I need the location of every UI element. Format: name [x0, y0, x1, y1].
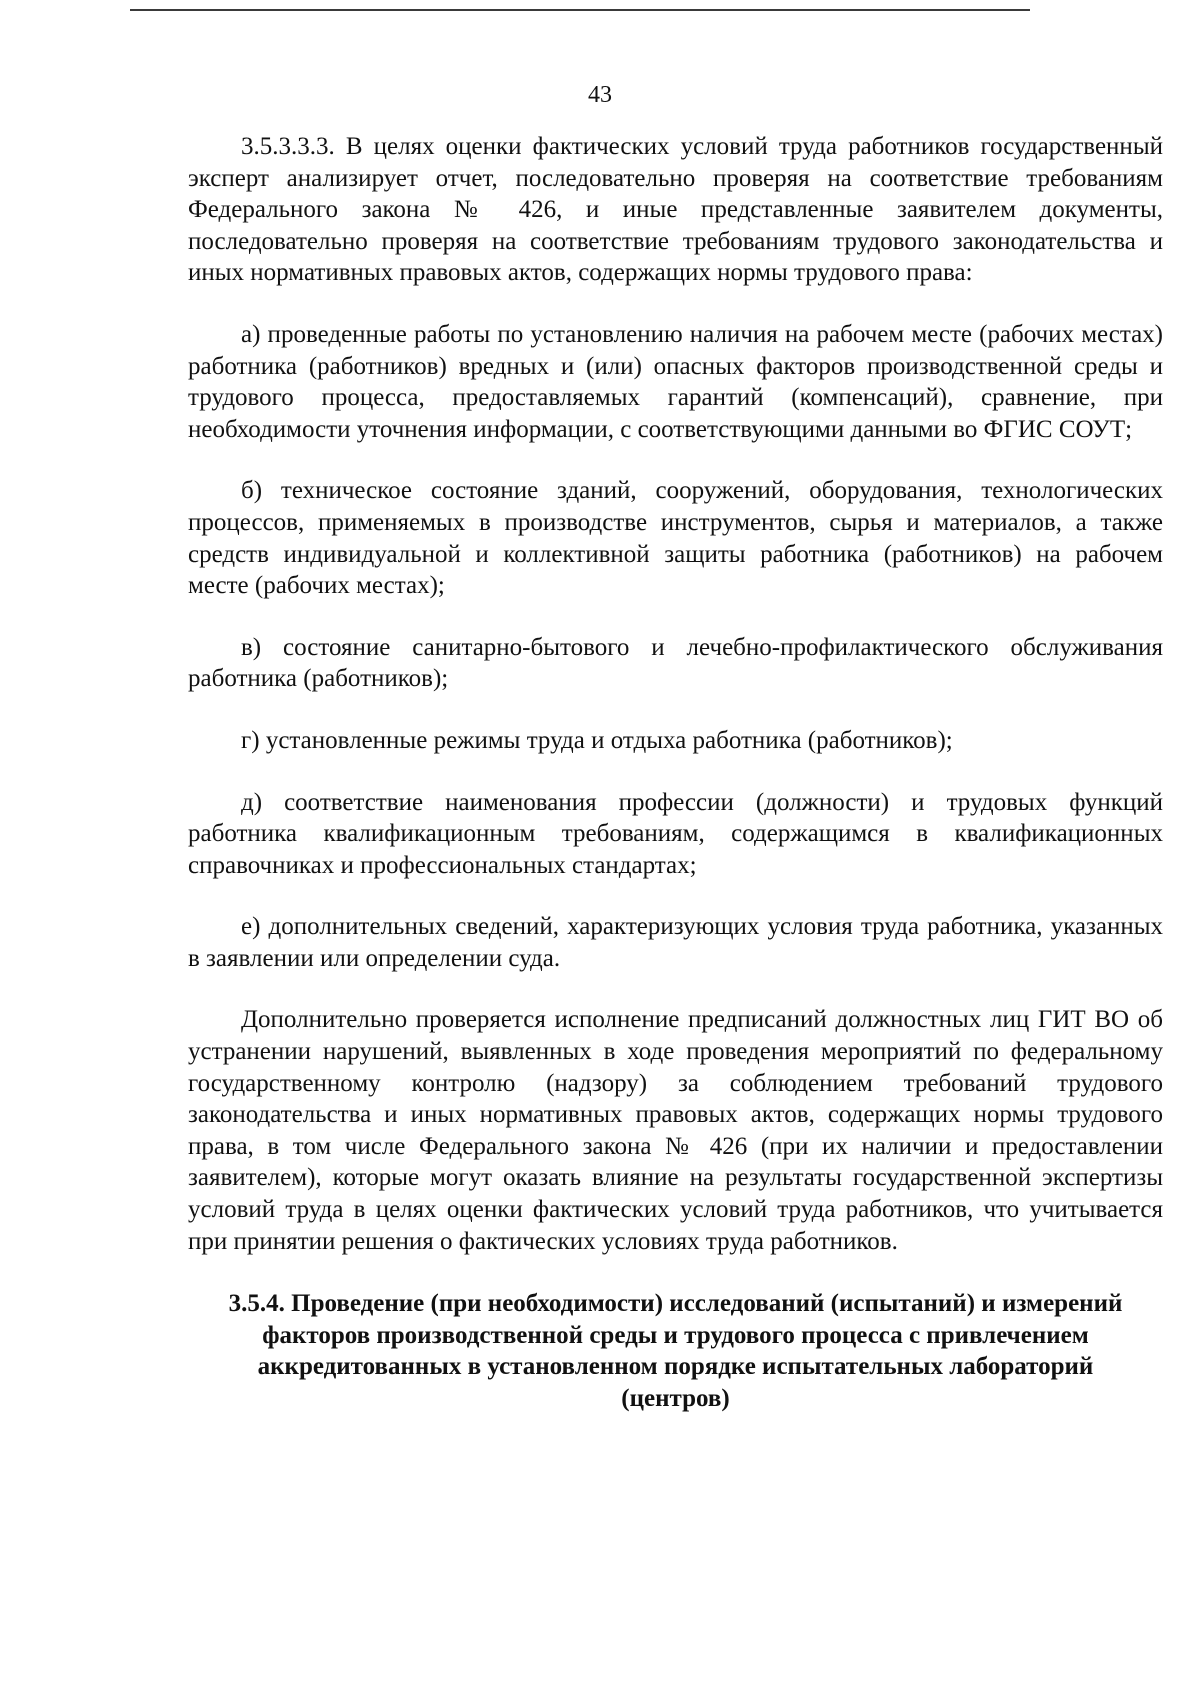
document-body: [188, 131, 1163, 1415]
section-heading-3-5-4: 3.5.4. Проведение (при необходимости) исследований (испытаний) и измерений факторов производственной среды и трудового процесса с привлечением аккредитованных в установленном порядке испытательных лабораторий (центров): [228, 1290, 1123, 1412]
list-item-b: б) техническое состояние зданий, сооружений, оборудования, технологических процессов, применяемых в производстве инструментов, сырья и материалов, а также средств индивидуальной и коллективной защиты работника (работников) на рабочем месте (рабочих местах);: [188, 477, 1163, 600]
list-item-d: д) соответствие наименования профессии (должности) и трудовых функций работника квалификационным требованиям, содержащимся в квалификационных справочниках и профессиональных стандартах;: [188, 788, 1163, 879]
paragraph-additional-check: Дополнительно проверяется исполнение предписаний должностных лиц ГИТ ВО об устранении нарушений, выявленных в ходе проведения мероприятий по федеральному государственному контролю (надзору) за соблюдением требований трудового законодательства и иных нормативных правовых актов, содержащих нормы трудового права, в том числе Федерального закона № 426 (при их наличии и предоставлении заявителем), которые могут оказать влияние на результаты государственной экспертизы условий труда в целях оценки фактических условий труда работников, что учитывается при принятии решения о фактических условиях труда работников.: [188, 1006, 1163, 1255]
page-number: 43: [588, 82, 612, 108]
top-rule: [130, 9, 1030, 11]
list-item-e: е) дополнительных сведений, характеризующих условия труда работника, указанных в заявлении или определении суда.: [188, 913, 1163, 972]
list-item-g: г) установленные режимы труда и отдыха работника (работников);: [241, 726, 953, 754]
paragraph-3-5-3-3-3: 3.5.3.3.3. В целях оценки фактических условий труда работников государственный эксперт анализирует отчет, последовательно проверяя на соответствие требованиям Федерального закона № 426, и иные представленные заявителем документы, последовательно проверяя на соответствие требованиям трудового законодательства и иных нормативных правовых актов, содержащих нормы трудового права:: [188, 133, 1163, 287]
list-item-a: а) проведенные работы по установлению наличия на рабочем месте (рабочих местах) работника (работников) вредных и (или) опасных факторов производственной среды и трудового процесса, предоставляемых гарантий (компенсаций), сравнение, при необходимости уточнения информации, с соответствующими данными во ФГИС СОУТ;: [188, 320, 1163, 443]
list-item-v: в) состояние санитарно-бытового и лечебно-профилактического обслуживания работника (работников);: [188, 633, 1163, 693]
